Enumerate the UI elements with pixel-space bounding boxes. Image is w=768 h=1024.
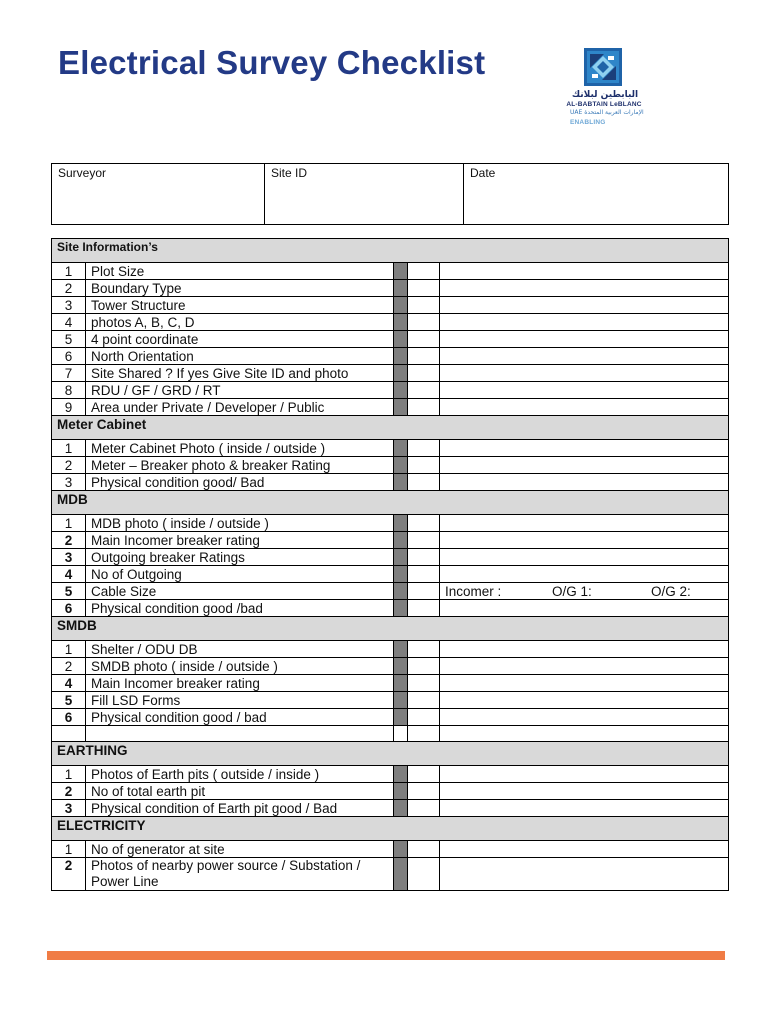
check-cell[interactable] [408,675,440,692]
item-label: No of Outgoing [86,566,394,583]
item-number: 2 [52,783,86,800]
grey-cell [394,263,408,280]
remarks-cell[interactable] [440,692,729,709]
item-number: 7 [52,365,86,382]
section-header-site-info: Site Information’s [52,239,729,263]
table-row [52,263,729,280]
check-cell[interactable] [408,709,440,726]
section-header-earthing: EARTHING [52,742,729,766]
grey-cell [394,348,408,365]
table-row [52,766,729,783]
table-row [52,314,729,331]
remarks-cell[interactable] [440,515,729,532]
table-row [52,800,729,817]
item-number: 1 [52,641,86,658]
remarks-cell[interactable] [440,841,729,858]
item-number: 4 [52,566,86,583]
grey-cell [394,641,408,658]
item-label: Tower Structure [86,297,394,314]
survey-header-table [51,163,729,225]
grey-cell [394,314,408,331]
check-cell[interactable] [408,331,440,348]
item-number: 2 [52,858,86,891]
table-row-empty [52,726,729,742]
table-row [52,783,729,800]
item-label: Fill LSD Forms [86,692,394,709]
table-row [52,641,729,658]
remarks-cell[interactable] [440,382,729,399]
remarks-cell[interactable] [440,457,729,474]
remarks-cell[interactable] [440,766,729,783]
grey-cell [394,675,408,692]
grey-cell [394,841,408,858]
remarks-cell[interactable] [440,331,729,348]
item-label: No of generator at site [86,841,394,858]
item-label: No of total earth pit [86,783,394,800]
grey-cell [394,297,408,314]
item-label: Meter Cabinet Photo ( inside / outside ) [86,440,394,457]
grey-cell [394,783,408,800]
table-row [52,365,729,382]
check-cell[interactable] [408,348,440,365]
remarks-cell[interactable] [440,858,729,891]
table-row [52,348,729,365]
section-header-electricity: ELECTRICITY [52,817,729,841]
item-label: Main Incomer breaker rating [86,532,394,549]
document-title: Electrical Survey Checklist [58,44,486,81]
remarks-cell[interactable] [440,263,729,280]
remarks-cell[interactable] [440,658,729,675]
logo-emblem-icon [584,48,622,86]
remarks-cell[interactable] [440,566,729,583]
table-row [52,600,729,617]
grey-cell [394,858,408,891]
table-row [52,566,729,583]
check-cell[interactable] [408,641,440,658]
item-number: 2 [52,658,86,675]
item-label: North Orientation [86,348,394,365]
item-label: Boundary Type [86,280,394,297]
logo-english-text: AL-BABTAIN LeBLANC [566,101,642,108]
remarks-cell[interactable] [440,348,729,365]
cable-size-remarks[interactable] [440,583,729,600]
grey-cell [394,709,408,726]
table-row [52,709,729,726]
item-number: 1 [52,263,86,280]
grey-cell [394,800,408,817]
table-row [52,675,729,692]
item-label: Physical condition good /bad [86,600,394,617]
grey-cell [394,549,408,566]
grey-cell [394,331,408,348]
item-label: Physical condition good / bad [86,709,394,726]
grey-cell [394,280,408,297]
remarks-cell[interactable] [440,532,729,549]
item-number: 3 [52,297,86,314]
remarks-cell[interactable] [440,600,729,617]
section-header-smdb: SMDB [52,617,729,641]
item-number: 9 [52,399,86,416]
table-row [52,297,729,314]
remarks-cell[interactable] [440,474,729,491]
check-cell[interactable] [408,566,440,583]
item-number: 2 [52,532,86,549]
item-number: 6 [52,600,86,617]
item-label: Main Incomer breaker rating [86,675,394,692]
check-cell[interactable] [408,399,440,416]
grey-cell [394,566,408,583]
item-number: 4 [52,314,86,331]
table-row [52,858,729,891]
grey-cell [394,382,408,399]
table-row [52,280,729,297]
table-row [52,399,729,416]
check-cell[interactable] [408,382,440,399]
item-label: Meter – Breaker photo & breaker Rating [86,457,394,474]
grey-cell [394,658,408,675]
table-row [52,474,729,491]
grey-cell [394,399,408,416]
remarks-cell[interactable] [440,549,729,566]
item-number: 1 [52,766,86,783]
site-id-field[interactable]: Site ID [265,164,464,225]
item-number: 2 [52,457,86,474]
item-number: 5 [52,692,86,709]
item-number: 1 [52,440,86,457]
logo-tagline: ENABLING [570,119,606,126]
check-cell[interactable] [408,314,440,331]
grey-cell [394,515,408,532]
grey-cell [394,440,408,457]
check-cell[interactable] [408,600,440,617]
check-cell[interactable] [408,858,440,891]
item-label: 4 point coordinate [86,331,394,348]
remarks-cell[interactable] [440,800,729,817]
remarks-cell[interactable] [440,314,729,331]
table-row [52,515,729,532]
check-cell[interactable] [408,474,440,491]
remarks-cell[interactable] [440,297,729,314]
og1-label: O/G 1: [552,583,592,599]
check-cell[interactable] [408,783,440,800]
check-cell[interactable] [408,532,440,549]
grey-cell [394,457,408,474]
table-row [52,457,729,474]
remarks-cell[interactable] [440,783,729,800]
grey-cell [394,692,408,709]
item-label: MDB photo ( inside / outside ) [86,515,394,532]
grey-cell [394,532,408,549]
remarks-cell[interactable] [440,709,729,726]
item-label: SMDB photo ( inside / outside ) [86,658,394,675]
item-label: RDU / GF / GRD / RT [86,382,394,399]
item-number: 8 [52,382,86,399]
check-cell[interactable] [408,365,440,382]
item-number: 4 [52,675,86,692]
item-number: 1 [52,515,86,532]
item-label: Plot Size [86,263,394,280]
grey-cell [394,766,408,783]
check-cell[interactable] [408,515,440,532]
item-label: Physical condition of Earth pit good / Bad [86,800,394,817]
item-number: 2 [52,280,86,297]
table-row [52,382,729,399]
grey-cell [394,583,408,600]
check-cell[interactable] [408,263,440,280]
grey-cell [394,474,408,491]
check-cell[interactable] [408,583,440,600]
section-header-mdb: MDB [52,491,729,515]
item-label: Physical condition good/ Bad [86,474,394,491]
table-row [52,549,729,566]
item-number: 3 [52,549,86,566]
surveyor-field[interactable]: Surveyor [52,164,265,225]
table-row [52,692,729,709]
date-field[interactable]: Date [464,164,729,225]
item-label: Photos of Earth pits ( outside / inside ) [86,766,394,783]
item-number: 6 [52,709,86,726]
item-label: Cable Size [86,583,394,600]
cable-notes [445,584,723,599]
section-header-meter-cabinet: Meter Cabinet [52,416,729,440]
logo-region-text: UAE الإمارات العربية المتحدة [570,109,644,116]
check-cell[interactable] [408,297,440,314]
check-cell[interactable] [408,457,440,474]
grey-cell [394,365,408,382]
item-label: Site Shared ? If yes Give Site ID and photo [86,365,394,382]
table-row [52,658,729,675]
check-cell[interactable] [408,766,440,783]
remarks-cell[interactable] [440,675,729,692]
table-row [52,532,729,549]
grey-cell [394,600,408,617]
item-label: Area under Private / Developer / Public [86,399,394,416]
remarks-cell[interactable] [440,365,729,382]
check-cell[interactable] [408,280,440,297]
check-cell[interactable] [408,692,440,709]
remarks-cell[interactable] [440,440,729,457]
item-label: Photos of nearby power source / Substation / Power Line [86,858,394,891]
item-number: 5 [52,331,86,348]
check-cell[interactable] [408,841,440,858]
item-label: photos A, B, C, D [86,314,394,331]
table-row [52,841,729,858]
incomer-label: Incomer : [445,583,502,599]
item-number: 3 [52,474,86,491]
check-cell[interactable] [408,549,440,566]
check-cell[interactable] [408,440,440,457]
remarks-cell[interactable] [440,641,729,658]
checklist-table [51,238,729,891]
item-number: 1 [52,841,86,858]
remarks-cell[interactable] [440,280,729,297]
table-row [52,331,729,348]
item-number: 5 [52,583,86,600]
item-number: 3 [52,800,86,817]
item-number: 6 [52,348,86,365]
check-cell[interactable] [408,658,440,675]
remarks-cell[interactable] [440,399,729,416]
og2-label: O/G 2: [651,583,691,599]
footer-accent-bar [47,951,725,960]
table-row [52,440,729,457]
table-row [52,583,729,600]
logo-arabic-text: البابطين لبلانك [571,90,639,100]
item-label: Outgoing breaker Ratings [86,549,394,566]
item-label: Shelter / ODU DB [86,641,394,658]
check-cell[interactable] [408,800,440,817]
